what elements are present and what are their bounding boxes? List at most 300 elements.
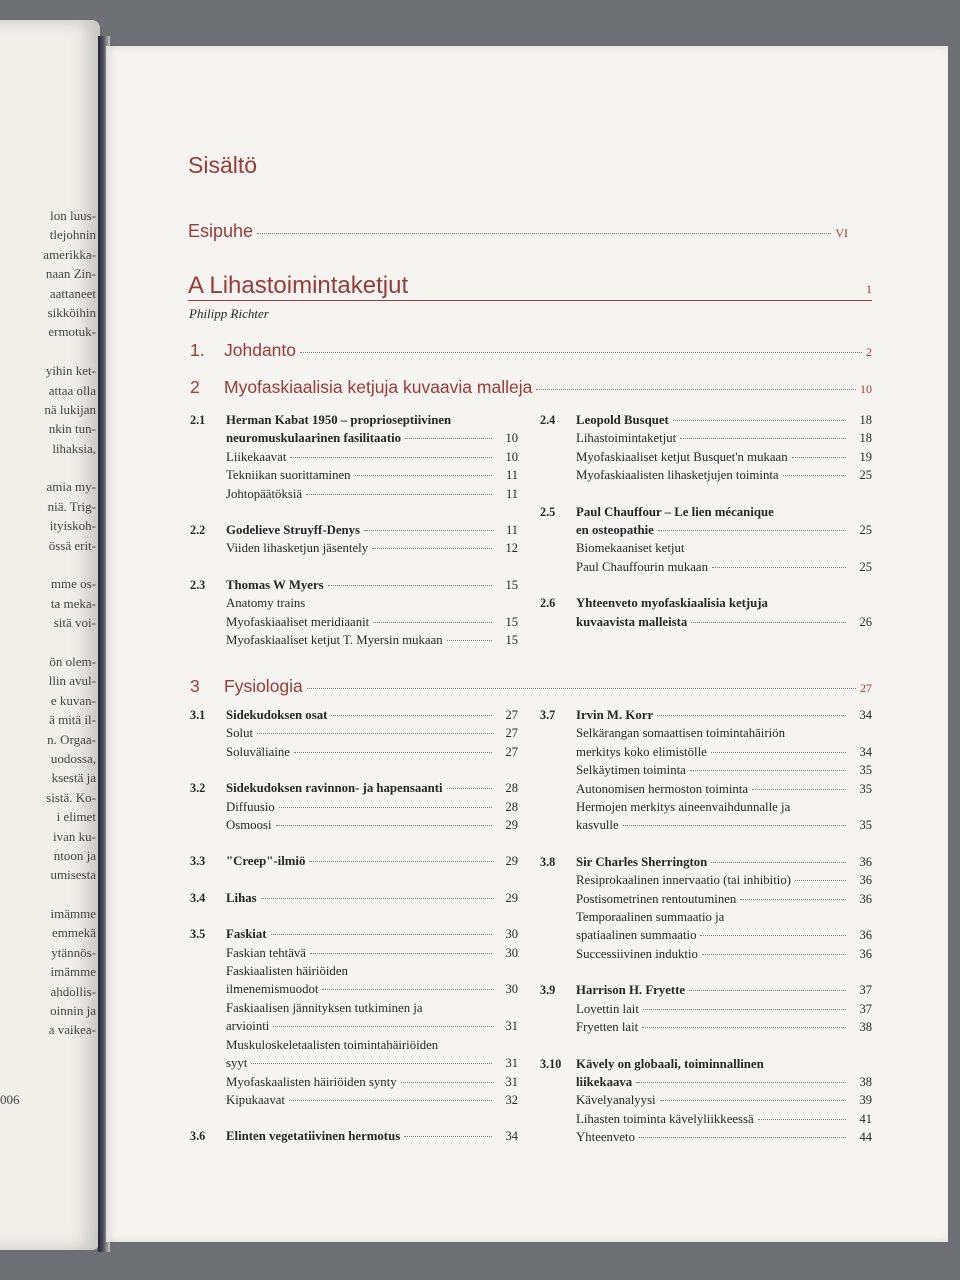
toc-subentry — [226, 999, 518, 1017]
entry-page: 10 — [505, 431, 518, 446]
section-number: 2.4 — [540, 413, 556, 427]
entry-page: 31 — [505, 1019, 518, 1034]
toc-subentry — [226, 485, 518, 503]
toc-section-title — [576, 411, 872, 429]
left-page-number: 006 — [0, 1092, 20, 1107]
toc-preface — [188, 221, 848, 242]
entry-text: Soluväliaine — [226, 744, 290, 759]
entry-page: 37 — [859, 1001, 872, 1016]
section-number: 3.4 — [190, 890, 206, 905]
toc-subentry — [226, 466, 518, 484]
entry-text: Hermojen merkitys aineenvaihdunnalle ja — [576, 800, 791, 815]
entry-text: Tekniikan suorittaminen — [226, 468, 351, 483]
leader-dots — [711, 862, 846, 863]
entry-page: 39 — [859, 1093, 872, 1108]
leader-dots — [783, 475, 846, 476]
entry-page: 10 — [505, 449, 518, 464]
entry-text: Leopold Busquet — [576, 413, 669, 427]
leader-dots — [331, 715, 492, 716]
entry-text: Lihastoimintaketjut — [576, 431, 677, 446]
toc-section — [190, 1127, 518, 1145]
toc-section-title — [576, 1073, 872, 1091]
left-page-line: umisesta — [50, 867, 96, 883]
toc-subentry — [226, 962, 518, 980]
toc-subentry — [576, 890, 872, 908]
left-page-line: yihin ket- — [45, 363, 96, 379]
section-number: 2.5 — [540, 504, 556, 519]
leader-dots — [690, 770, 846, 771]
entry-page: 25 — [859, 468, 872, 483]
section-number: 3.5 — [190, 927, 206, 942]
leader-dots — [273, 1026, 492, 1027]
toc-section — [540, 981, 872, 1036]
chapter-label: Myofaskiaalisia ketjuja kuvaavia malleja — [224, 377, 533, 397]
leader-dots — [276, 825, 492, 826]
entry-page: 18 — [859, 431, 872, 446]
entry-page: 34 — [505, 1129, 518, 1144]
entry-text: Irvin M. Korr — [576, 708, 654, 722]
left-page-line: ksestä ja — [51, 770, 96, 786]
chapter-3-left-column — [190, 706, 518, 1146]
toc-subentry — [576, 558, 872, 576]
section-number: 2.1 — [190, 413, 206, 427]
toc-section-title — [576, 594, 872, 612]
entry-text: Myofaskiaaliset ketjut Busquet'n mukaan — [576, 449, 788, 464]
toc-subentry — [576, 1000, 872, 1018]
leader-dots — [642, 1027, 846, 1028]
leader-dots — [673, 420, 846, 421]
entry-text: Osmoosi — [226, 818, 272, 833]
section-number: 3.1 — [190, 708, 206, 722]
toc-subentry — [576, 466, 872, 484]
entry-page: 35 — [859, 781, 872, 796]
entry-page: 38 — [859, 1020, 872, 1035]
toc-section-title — [576, 613, 872, 631]
entry-text: Elinten vegetatiivinen hermotus — [226, 1129, 401, 1144]
toc-subentry — [576, 816, 872, 834]
chapter-number: 1. — [190, 340, 205, 360]
entry-text: Lovettin lait — [576, 1001, 639, 1016]
section-number: 2.3 — [190, 577, 206, 592]
toc-section — [190, 889, 518, 907]
toc-subentry — [576, 724, 872, 742]
leader-dots — [792, 457, 846, 458]
leader-dots — [711, 752, 846, 753]
toc-subentry — [226, 613, 518, 631]
section-number: 2.2 — [190, 523, 206, 538]
leader-dots — [404, 1136, 492, 1137]
entry-page: 30 — [505, 982, 518, 997]
entry-page: 36 — [859, 891, 872, 906]
toc-section-title — [576, 1055, 872, 1073]
toc-part-a — [188, 272, 872, 300]
toc-section — [540, 853, 872, 963]
toc-subentry — [226, 1073, 518, 1091]
entry-text: Autonomisen hermoston toiminta — [576, 781, 749, 796]
entry-page: 37 — [859, 983, 872, 998]
section-number: 3.9 — [540, 983, 556, 998]
entry-page: 31 — [505, 1074, 518, 1089]
entry-text: syyt — [226, 1056, 248, 1071]
left-page-line: imämme — [50, 906, 96, 922]
chapter-number: 3 — [190, 676, 200, 696]
entry-text: Selkäytimen toiminta — [576, 763, 686, 778]
left-page-line: ivan ku- — [53, 828, 96, 844]
leader-dots — [271, 934, 492, 935]
left-page-line: sitä voi- — [53, 615, 96, 631]
left-page-line — [0, 885, 96, 904]
part-a-rule — [188, 300, 872, 301]
leader-dots — [689, 990, 846, 991]
chapter-page: 10 — [860, 382, 872, 396]
section-number: 3.3 — [190, 854, 206, 869]
leader-dots — [328, 585, 492, 586]
left-page-line: i elimet — [56, 809, 96, 825]
entry-text: Faskiat — [226, 927, 267, 942]
entry-text: Anatomy trains — [226, 596, 306, 611]
left-page-line: n. Orgaa- — [47, 731, 96, 747]
toc-subentry — [226, 944, 518, 962]
chapter-page: 2 — [866, 345, 872, 359]
toc-chapter-3 — [190, 676, 872, 697]
toc-section-title — [576, 706, 872, 724]
toc-subentry — [576, 1110, 872, 1128]
toc-subentry — [576, 908, 872, 926]
left-page-line: össä erit- — [48, 537, 96, 553]
toc-section-title — [226, 779, 518, 797]
toc-section-title — [576, 981, 872, 999]
entry-page: 27 — [505, 744, 518, 759]
left-page-line: lon luus- — [50, 208, 96, 223]
entry-page: 34 — [859, 744, 872, 759]
chapter-page: 27 — [860, 681, 872, 695]
entry-page: 35 — [859, 763, 872, 778]
left-page-line: amia my- — [46, 479, 96, 495]
toc-subentry — [576, 926, 872, 944]
entry-page: 27 — [505, 726, 518, 741]
contents-page — [106, 46, 948, 1242]
section-number: 3.7 — [540, 708, 556, 722]
entry-text: Kipukaavat — [226, 1092, 285, 1107]
entry-page: 18 — [859, 413, 872, 427]
entry-page: 32 — [505, 1092, 518, 1107]
left-page-line: ta meka- — [50, 595, 96, 611]
left-page-line: niä. Trig- — [47, 498, 96, 514]
toc-subentry — [226, 1091, 518, 1109]
leader-dots — [355, 475, 492, 476]
left-page-text — [0, 206, 96, 1040]
entry-text: Herman Kabat 1950 – proprioseptiivinen — [226, 413, 452, 427]
entry-text: Paul Chauffourin mukaan — [576, 559, 708, 574]
toc-section-title — [576, 503, 872, 521]
left-page-line: ä mitä il- — [49, 712, 96, 728]
chapter-number: 2 — [190, 377, 200, 397]
entry-text: Godelieve Struyff-Denys — [226, 523, 360, 538]
entry-page: 30 — [505, 927, 518, 942]
entry-page: 27 — [505, 708, 518, 722]
toc-subentry — [226, 980, 518, 998]
entry-page: 29 — [505, 818, 518, 833]
entry-text: Thomas W Myers — [226, 577, 324, 592]
entry-text: Sidekudoksen osat — [226, 708, 328, 722]
entry-text: Sidekudoksen ravinnon- ja hapensaanti — [226, 781, 443, 796]
entry-text: Resiprokaalinen innervaatio (tai inhibitio) — [576, 873, 791, 888]
leader-dots — [639, 1137, 846, 1138]
toc-subentry — [226, 631, 518, 649]
toc-subentry — [226, 743, 518, 761]
entry-page: 11 — [505, 523, 518, 538]
toc-subentry — [576, 798, 872, 816]
entry-text: Muskuloskeletaalisten toimintahäiriöiden — [226, 1037, 439, 1052]
entry-text: Diffuusio — [226, 799, 275, 814]
toc-chapter-1 — [190, 340, 872, 361]
left-page-line: ahdollis- — [50, 983, 96, 999]
toc-section — [540, 503, 872, 577]
left-page-line: nkin tun- — [48, 421, 96, 437]
toc-subentry — [226, 1017, 518, 1035]
toc-subentry — [576, 945, 872, 963]
toc-subentry — [226, 816, 518, 834]
left-page-line: uodossa, — [50, 750, 96, 766]
leader-dots — [279, 807, 492, 808]
entry-page: 15 — [505, 633, 518, 648]
entry-text: Yhteenveto — [576, 1130, 635, 1145]
entry-page: 15 — [505, 614, 518, 629]
leader-dots — [309, 861, 492, 862]
toc-subentry — [226, 724, 518, 742]
left-page-line — [0, 555, 96, 574]
left-page-line: ityiskoh- — [49, 518, 96, 534]
toc-subentry — [576, 743, 872, 761]
left-page-line: sistä. Ko- — [46, 789, 96, 805]
toc-section-title — [576, 853, 872, 871]
toc-subentry — [226, 594, 518, 612]
preface-page: VI — [835, 226, 848, 240]
entry-text: Yhteenveto myofaskiaalisia ketjuja — [576, 596, 768, 611]
left-page-line: ntoon ja — [53, 847, 96, 863]
entry-text: Johtopäätöksiä — [226, 486, 303, 501]
entry-page: 25 — [859, 523, 872, 538]
entry-text: ilmenemismuodot — [226, 982, 319, 997]
entry-text: Myofaskiaaliset meridiaanit — [226, 614, 370, 629]
toc-section-title — [226, 852, 518, 870]
entry-text: arviointi — [226, 1019, 270, 1034]
entry-page: 11 — [505, 486, 518, 501]
leader-dots — [636, 1082, 846, 1083]
entry-text: Successiivinen induktio — [576, 946, 698, 961]
toc-subentry — [576, 780, 872, 798]
section-number: 3.8 — [540, 854, 556, 869]
entry-page: 35 — [859, 818, 872, 833]
entry-page: 25 — [859, 559, 872, 574]
left-page-line — [0, 342, 96, 361]
toc-section — [190, 852, 518, 870]
entry-text: neuromuskulaarinen fasilitaatio — [226, 431, 402, 446]
entry-text: kuvaavista malleista — [576, 614, 688, 629]
leader-dots — [447, 640, 492, 641]
toc-section-title — [226, 1127, 518, 1145]
entry-text: Harrison H. Fryette — [576, 983, 686, 998]
entry-text: Faskiaalisten häiriöiden — [226, 964, 348, 979]
toc-section — [540, 594, 872, 631]
leader-dots — [310, 953, 492, 954]
left-page-line: a vaikea- — [48, 1022, 96, 1038]
toc-section — [190, 576, 518, 650]
entry-text: Myofaskiaaliset ketjut T. Myersin mukaan — [226, 633, 443, 648]
part-a-page: 1 — [866, 282, 872, 296]
entry-text: liikekaava — [576, 1074, 633, 1089]
chapter-label: Fysiologia — [224, 676, 303, 696]
left-page-line: oinnin ja — [50, 1003, 96, 1019]
leader-dots — [447, 788, 492, 789]
toc-section-title — [226, 521, 518, 539]
entry-text: spatiaalinen summaatio — [576, 928, 697, 943]
entry-page: 30 — [505, 945, 518, 960]
toc-section — [540, 1055, 872, 1147]
toc-section — [190, 779, 518, 834]
chapter-label: Johdanto — [224, 340, 297, 360]
leader-dots — [712, 567, 846, 568]
left-page-line: attaa olla — [48, 382, 96, 398]
left-page-line: sikköihin — [47, 304, 96, 320]
toc-section — [540, 706, 872, 835]
leader-dots — [294, 752, 492, 753]
entry-text: Faskian tehtävä — [226, 945, 306, 960]
toc-subentry — [226, 1054, 518, 1072]
toc-subentry — [226, 1036, 518, 1054]
toc-section-title — [226, 429, 518, 447]
entry-text: Lihas — [226, 890, 257, 905]
left-page-line: mme os- — [50, 576, 96, 592]
entry-page: 12 — [505, 541, 518, 556]
entry-text: Myofaskiaalisten lihasketjujen toiminta — [576, 468, 779, 483]
toc-subentry — [226, 798, 518, 816]
toc-section-title — [226, 576, 518, 594]
entry-page: 34 — [859, 708, 872, 722]
entry-page: 31 — [505, 1056, 518, 1071]
entry-text: Faskiaalisen jännityksen tutkiminen ja — [226, 1000, 423, 1015]
left-page-line: ytännös- — [51, 944, 96, 960]
leader-dots — [691, 622, 846, 623]
toc-subentry — [576, 1128, 872, 1146]
toc-subentry — [576, 1091, 872, 1109]
toc-section-title — [226, 411, 518, 429]
entry-page: 36 — [859, 928, 872, 943]
section-number: 3.10 — [540, 1056, 562, 1071]
entry-page: 44 — [859, 1130, 872, 1145]
left-page-line: aattaneet — [49, 285, 96, 301]
left-page-line: naan Zin- — [45, 266, 96, 282]
entry-text: "Creep"-ilmiö — [226, 854, 306, 869]
leader-dots — [700, 935, 846, 936]
leader-dots — [740, 899, 846, 900]
entry-text: Liikekaavat — [226, 449, 287, 464]
entry-page: 38 — [859, 1074, 872, 1089]
leader-dots — [364, 530, 492, 531]
leader-dots — [702, 954, 846, 955]
toc-subentry — [576, 539, 872, 557]
leader-dots — [752, 789, 846, 790]
toc-section — [190, 706, 518, 761]
leader-dots — [401, 1082, 492, 1083]
leader-dots — [307, 688, 856, 689]
toc-chapter-2 — [190, 377, 872, 398]
left-page-line — [0, 458, 96, 477]
leader-dots — [795, 880, 846, 881]
entry-page: 29 — [505, 854, 518, 869]
toc-section-title — [576, 521, 872, 539]
toc-section — [190, 925, 518, 1109]
left-page-line: llin avul- — [48, 673, 96, 689]
toc-subentry — [576, 1018, 872, 1036]
entry-text: Selkärangan somaattisen toimintahäiriön — [576, 726, 785, 741]
entry-page: 36 — [859, 946, 872, 961]
page-title: Sisältö — [188, 152, 258, 178]
entry-text: en osteopathie — [576, 523, 654, 538]
preface-label: Esipuhe — [188, 221, 254, 241]
leader-dots — [251, 1063, 492, 1064]
entry-text: Paul Chauffour – Le lien mécanique — [576, 504, 774, 519]
section-number: 3.6 — [190, 1129, 206, 1144]
leader-dots — [405, 438, 492, 439]
left-page-line: ermotuk- — [48, 324, 96, 340]
leader-dots — [657, 715, 846, 716]
entry-text: Postisometrinen rentoutuminen — [576, 891, 737, 906]
left-page-line: lihaksia, — [52, 440, 96, 456]
toc-section — [540, 411, 872, 485]
leader-dots — [660, 1100, 846, 1101]
leader-dots — [257, 733, 492, 734]
entry-text: Myofaskaalisten häiriöiden synty — [226, 1074, 397, 1089]
entry-text: Fryetten lait — [576, 1020, 639, 1035]
part-a-label: A Lihastoimintaketjut — [188, 272, 409, 299]
entry-text: merkitys koko elimistölle — [576, 744, 707, 759]
left-page-line: amerikka- — [43, 246, 96, 262]
section-number: 2.6 — [540, 596, 556, 611]
leader-dots — [257, 233, 831, 234]
entry-text: Kävelyanalyysi — [576, 1093, 656, 1108]
chapter-2-left-column — [190, 411, 518, 649]
leader-dots — [373, 622, 492, 623]
leader-dots — [261, 898, 492, 899]
leader-dots — [680, 438, 846, 439]
chapter-3-right-column — [540, 706, 872, 1147]
left-page-line: nä lukijan — [44, 401, 96, 417]
toc-section — [190, 411, 518, 503]
left-page-line: tlejohnin — [49, 227, 96, 243]
toc-section-title — [226, 925, 518, 943]
left-page — [0, 20, 100, 1250]
chapter-2-right-column — [540, 411, 872, 631]
leader-dots — [658, 530, 846, 531]
entry-text: Biomekaaniset ketjut — [576, 541, 685, 556]
toc-section — [190, 521, 518, 558]
toc-section-title — [226, 706, 518, 724]
entry-page: 28 — [505, 799, 518, 814]
leader-dots — [300, 352, 862, 353]
entry-page: 41 — [859, 1111, 872, 1126]
toc-subentry — [576, 761, 872, 779]
left-page-line: emmekä — [51, 925, 96, 941]
toc-subentry — [576, 871, 872, 889]
entry-page: 29 — [505, 890, 518, 905]
entry-page: 15 — [505, 577, 518, 592]
entry-page: 26 — [859, 614, 872, 629]
entry-text: Kävely on globaali, toiminnallinen — [576, 1056, 764, 1071]
entry-text: kasvulle — [576, 818, 619, 833]
toc-section-title — [226, 889, 518, 907]
leader-dots — [289, 1100, 492, 1101]
